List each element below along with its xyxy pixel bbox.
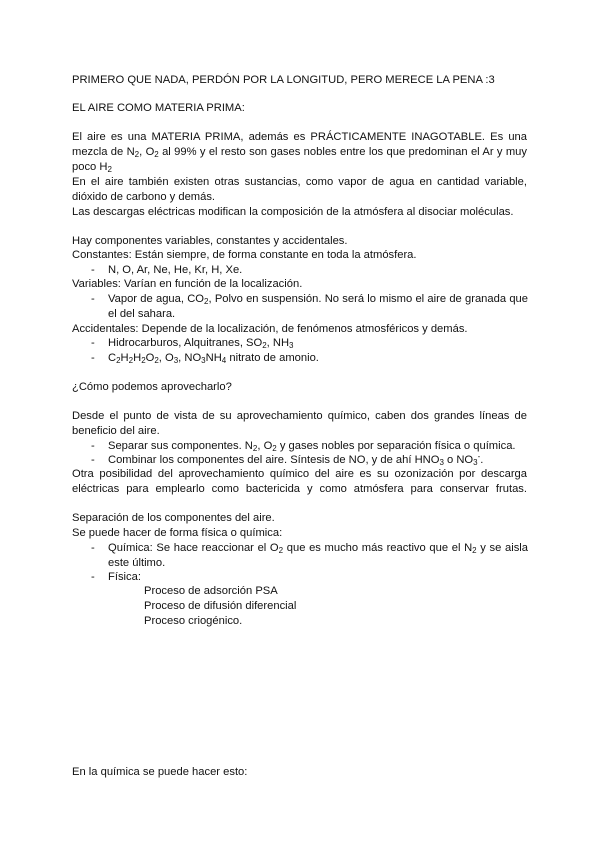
intro-line-4: En el aire también existen otras sustancias, como vapor de agua en cantidad variable, xyxy=(72,176,527,188)
aprovechamiento-item-1: Separar sus componentes. $N_2$, $O_2$ y gases nobles por separación física o química. xyxy=(108,440,516,453)
quimica-item: Química: Se hace reaccionar el $O_2$ que es mucho más reactivo que el $N_2$ y se aisla xyxy=(108,542,529,555)
bullet-dash: - xyxy=(91,337,95,349)
intro-line-3: poco $H_2$ xyxy=(72,161,112,174)
bullet-dash: - xyxy=(91,454,95,466)
separacion-title: Separación de los componentes del aire. xyxy=(72,512,275,524)
aprovechamiento-line-1: Desde el punto de vista de su aprovechamiento químico, caben dos grandes líneas de xyxy=(72,410,527,422)
variables-item: Vapor de agua, $CO_2$, Polvo en suspensión. No será lo mismo el aire de granada que xyxy=(108,293,528,306)
section-title: EL AIRE COMO MATERIA PRIMA: xyxy=(72,102,245,114)
footer-line: En la química se puede hacer esto: xyxy=(72,766,248,778)
constantes-item: N, O, Ar, Ne, He, Kr, H, Xe. xyxy=(108,264,243,276)
aprovechamiento-line-3: Otra posibilidad del aprovechamiento químico del aire es su ozonización por descarga xyxy=(72,468,527,480)
proceso-criogenico: Proceso criogénico. xyxy=(144,615,243,627)
constantes-line: Constantes: Están siempre, de forma constante en toda la atmósfera. xyxy=(72,249,417,261)
components-intro: Hay componentes variables, constantes y accidentales. xyxy=(72,235,348,247)
aprovechamiento-line-4: eléctricas para emplearlo como bactericida y como atmósfera para conservar frutas. xyxy=(72,483,527,495)
question-line: ¿Cómo podemos aprovecharlo? xyxy=(72,381,232,393)
proceso-psa: Proceso de adsorción PSA xyxy=(144,585,278,597)
bullet-dash: - xyxy=(91,571,95,583)
fisica-item: Física: xyxy=(108,571,141,583)
aprovechamiento-item-2: Combinar los componentes del aire. Síntesis de NO, y de ahí $HNO_3$ o $NO_3^-$. xyxy=(108,452,484,467)
bullet-dash: - xyxy=(91,293,95,305)
accidentales-item-1: Hidrocarburos, Alquitranes, $SO_2$, $NH_3$ xyxy=(108,337,294,350)
quimica-item-cont: este último. xyxy=(108,557,166,569)
variables-item-cont: el del sahara. xyxy=(108,308,176,320)
proceso-difusion: Proceso de difusión diferencial xyxy=(144,600,297,612)
intro-line-5: dióxido de carbono y demás. xyxy=(72,191,216,203)
intro-line-2: mezcla de $N_2$, $O_2$ al 99% y el resto son gases nobles entre los que predominan el Ar y muy xyxy=(72,146,527,159)
bullet-dash: - xyxy=(91,440,95,452)
intro-line-1: El aire es una MATERIA PRIMA, además es PRÁCTICAMENTE INAGOTABLE. Es una xyxy=(72,131,527,143)
aprovechamiento-line-2: beneficio del aire. xyxy=(72,425,160,437)
intro-line-6: Las descargas eléctricas modifican la composición de la atmósfera al disociar moléculas. xyxy=(72,206,514,218)
accidentales-item-2: $C_2H_2H_2O_2$, $O_3$, $NO_3NH_4$ nitrato de amonio. xyxy=(108,352,319,365)
bullet-dash: - xyxy=(91,264,95,276)
bullet-dash: - xyxy=(91,542,95,554)
header-line: PRIMERO QUE NADA, PERDÓN POR LA LONGITUD, PERO MERECE LA PENA :3 xyxy=(72,74,495,86)
bullet-dash: - xyxy=(91,352,95,364)
accidentales-line: Accidentales: Depende de la localización, de fenómenos atmosféricos y demás. xyxy=(72,323,468,335)
variables-line: Variables: Varían en función de la localización. xyxy=(72,278,303,290)
separacion-intro: Se puede hacer de forma física o química: xyxy=(72,527,283,539)
